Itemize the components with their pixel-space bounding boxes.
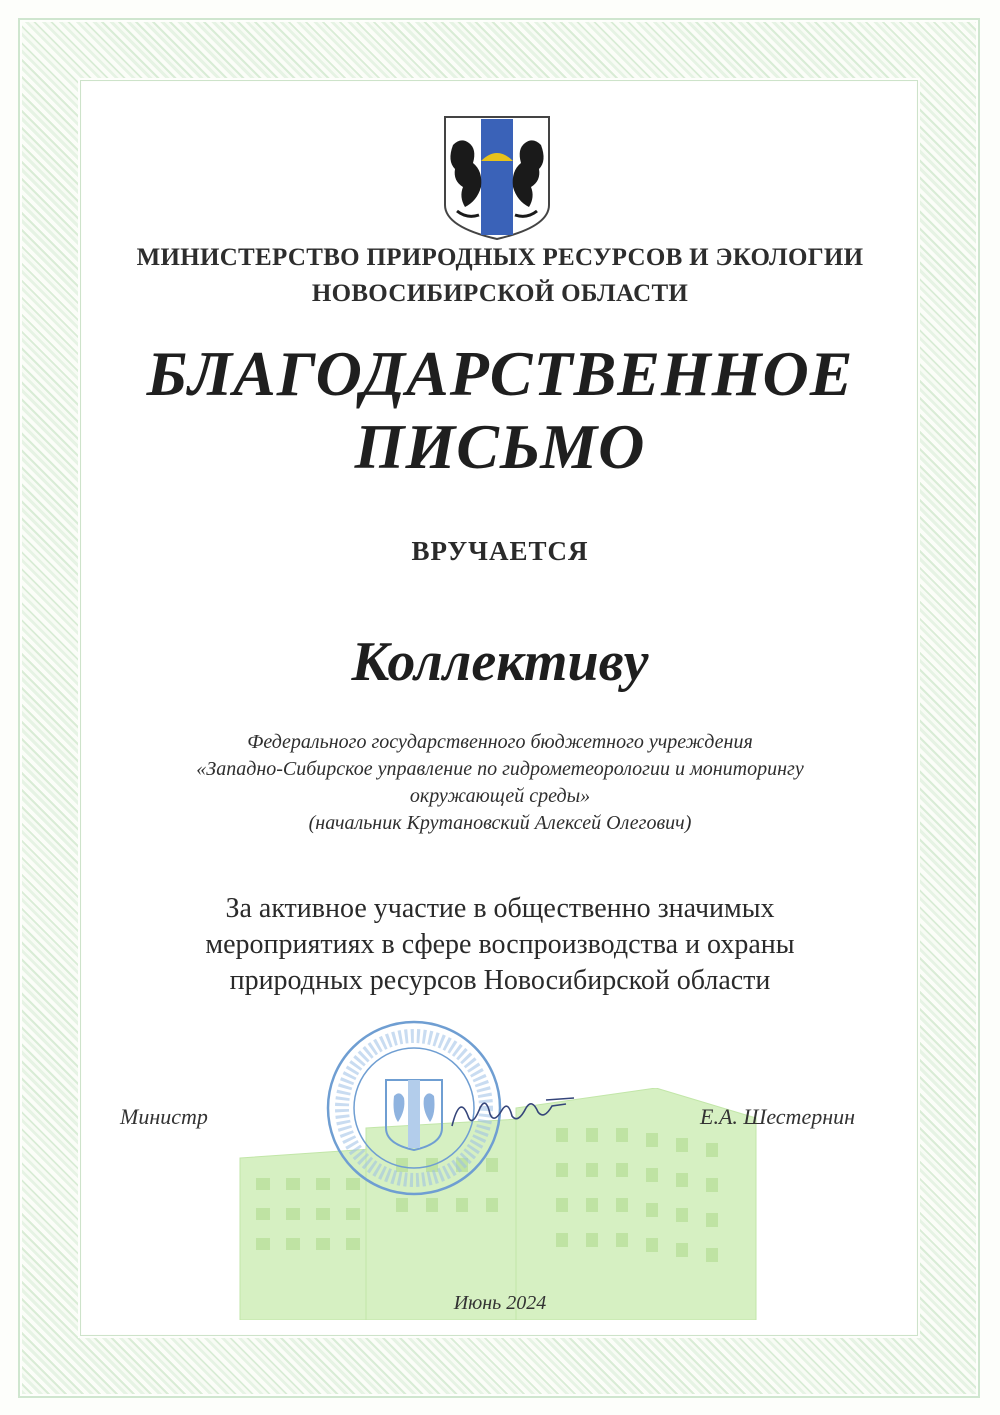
signatory-position: Министр [120, 1104, 208, 1129]
document-title-line2: ПИСЬМО [354, 411, 646, 482]
issue-date: Июнь 2024 [453, 1292, 547, 1314]
reason-line1: За активное участие в общественно значимых [225, 893, 775, 924]
organization-line1: Федерального государственного бюджетного учреждения [247, 731, 753, 753]
coat-of-arms-icon [443, 115, 551, 241]
reason-line3: природных ресурсов Новосибирской области [229, 965, 771, 996]
document-title-line1: БЛАГОДАРСТВЕННОЕ [146, 338, 854, 409]
ministry-name-line2: НОВОСИБИРСКОЙ ОБЛАСТИ [311, 280, 689, 307]
organization-line3: окружающей среды» [409, 785, 591, 807]
recipient: Коллективу [351, 631, 649, 693]
organization-head: (начальник Крутановский Алексей Олегович) [308, 812, 692, 834]
organization-line2: «Западно-Сибирское управление по гидрометеорологии и мониторингу [196, 758, 804, 780]
signatory-name: Е.А. Шестернин [700, 1104, 856, 1129]
awarded-label: ВРУЧАЕТСЯ [411, 536, 589, 566]
reason-line2: мероприятиях в сфере воспроизводства и охраны [205, 929, 795, 960]
ministry-name-line1: МИНИСТЕРСТВО ПРИРОДНЫХ РЕСУРСОВ И ЭКОЛОГИИ [136, 244, 864, 271]
signature-icon [446, 1086, 578, 1132]
